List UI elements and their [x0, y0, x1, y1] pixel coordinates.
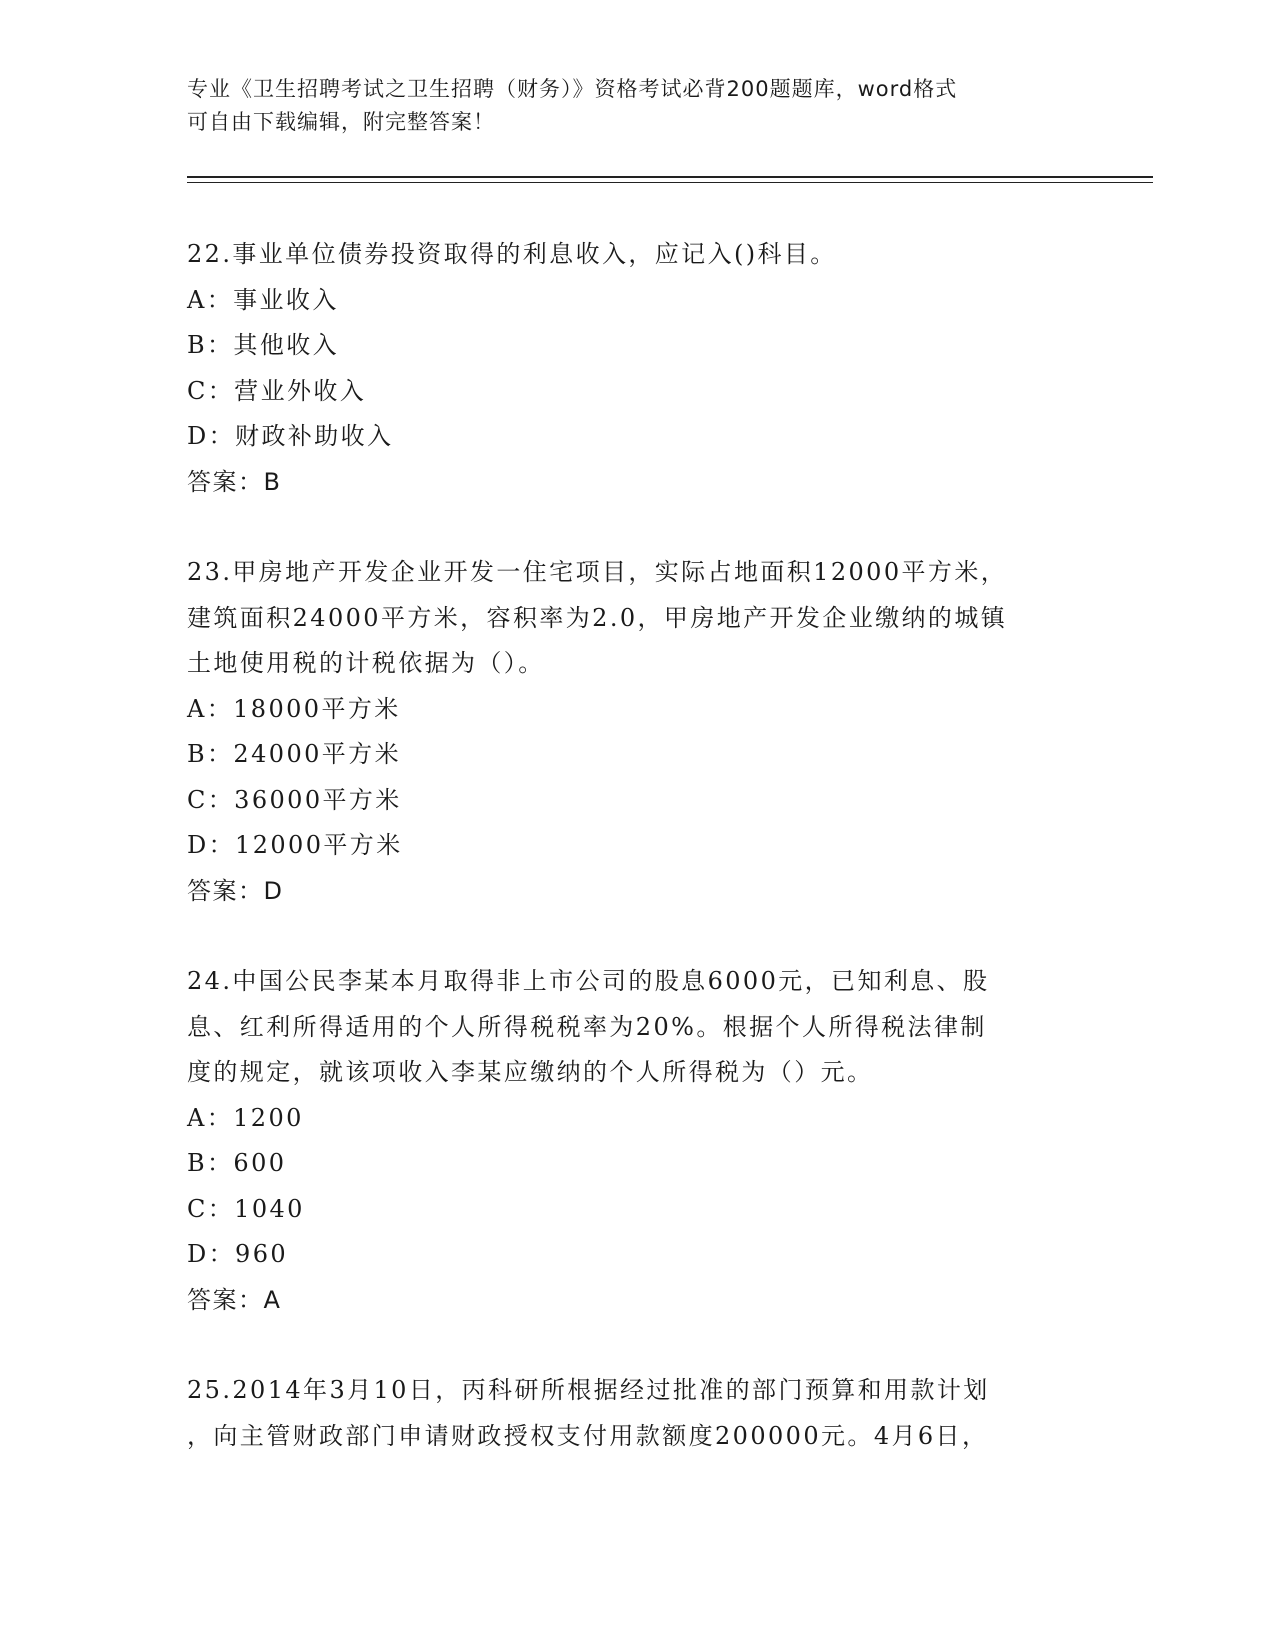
answer-line: 答案：D: [187, 876, 284, 905]
option-a: A：1200: [187, 1103, 304, 1132]
option-d: D：财政补助收入: [187, 422, 394, 450]
question-stem-line: 22.事业单位债券投资取得的利息收入，应记入()科目。: [187, 240, 837, 268]
question-stem-line: ，向主管财政部门申请财政授权支付用款额度200000元。4月6日，: [187, 1421, 989, 1450]
question-stem-line: 息、红利所得适用的个人所得税税率为20%。根据个人所得税法律制: [187, 1012, 987, 1041]
header-line-2: 可自由下载编辑，附完整答案！: [187, 110, 495, 134]
option-d: D：960: [187, 1240, 289, 1268]
option-b: B：24000平方米: [187, 740, 401, 768]
option-c: C：营业外收入: [187, 376, 367, 405]
question-stem-line: 土地使用税的计税依据为（）。: [187, 649, 545, 677]
question-24: [187, 959, 1087, 1323]
question-stem-line: 度的规定，就该项收入李某应缴纳的个人所得税为（）元。: [187, 1058, 874, 1086]
option-d: D：12000平方米: [187, 831, 403, 859]
question-25: [187, 1368, 1087, 1459]
option-c: C：1040: [187, 1194, 305, 1223]
header-line-1: 专业《卫生招聘考试之卫生招聘（财务）》资格考试必背200题题库，word格式: [187, 77, 958, 101]
option-b: B：其他收入: [187, 331, 340, 359]
document-header: [187, 73, 1077, 139]
option-b: B：600: [187, 1149, 287, 1177]
option-a: A：18000平方米: [187, 694, 401, 723]
question-stem-line: 24.中国公民李某本月取得非上市公司的股息6000元，已知利息、股: [187, 967, 990, 995]
header-divider-thin: [187, 182, 1153, 183]
question-stem-line: 建筑面积24000平方米，容积率为2.0，甲房地产开发企业缴纳的城镇: [187, 603, 1008, 632]
answer-line: 答案：B: [187, 467, 282, 496]
question-stem-line: 23.甲房地产开发企业开发一住宅项目，实际占地面积12000平方米，: [187, 558, 1008, 586]
question-list: [187, 232, 1087, 1504]
header-divider-thick: [187, 176, 1153, 178]
option-a: A：事业收入: [187, 285, 339, 314]
question-22: [187, 232, 1087, 505]
answer-line: 答案：A: [187, 1285, 282, 1314]
question-stem-line: 25.2014年3月10日，丙科研所根据经过批准的部门预算和用款计划: [187, 1376, 990, 1404]
option-c: C：36000平方米: [187, 785, 402, 814]
question-23: [187, 550, 1087, 914]
